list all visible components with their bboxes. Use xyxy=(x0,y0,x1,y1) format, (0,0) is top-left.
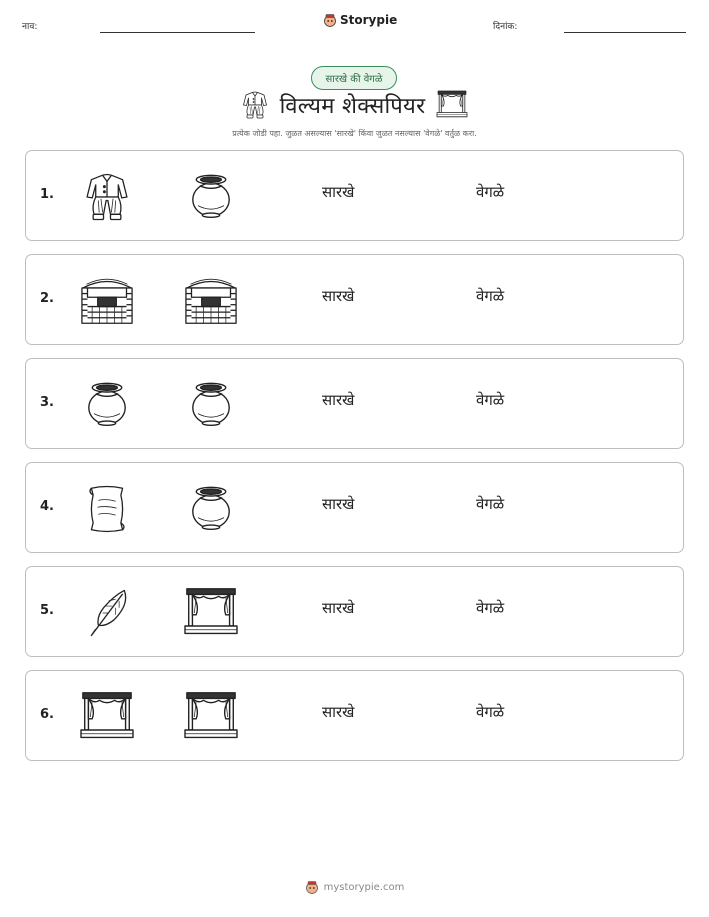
footer-url[interactable]: mystorypie.com xyxy=(323,881,405,893)
costume-icon xyxy=(79,171,135,223)
date-label: दिनांक: xyxy=(493,22,518,32)
page-title: विल्यम शेक्सपियर xyxy=(279,94,426,119)
option-different[interactable]: वेगळे xyxy=(476,599,505,617)
stage-icon xyxy=(79,691,135,743)
option-same[interactable]: सारखे xyxy=(322,703,355,721)
question-card-1 xyxy=(25,150,684,241)
pot-icon xyxy=(183,171,239,223)
question-number: 1. xyxy=(40,187,54,202)
pot-icon xyxy=(183,379,239,431)
pot-icon xyxy=(79,379,135,431)
brand-name: Storypie xyxy=(340,13,398,27)
stage-icon xyxy=(183,691,239,743)
quill-icon xyxy=(79,587,135,639)
topic-badge: सारखे की वेगळे xyxy=(311,66,397,90)
stage-icon xyxy=(435,90,469,120)
title-row xyxy=(0,90,709,120)
costume-icon xyxy=(240,90,270,120)
question-card-3 xyxy=(25,358,684,449)
question-card-4 xyxy=(25,462,684,553)
option-different[interactable]: वेगळे xyxy=(476,391,505,409)
brand-logo xyxy=(323,13,397,27)
name-field[interactable] xyxy=(100,32,255,33)
option-different[interactable]: वेगळे xyxy=(476,183,505,201)
option-same[interactable]: सारखे xyxy=(322,599,355,617)
question-card-5 xyxy=(25,566,684,657)
pot-icon xyxy=(183,483,239,535)
question-number: 2. xyxy=(40,291,54,306)
footer xyxy=(0,880,709,894)
option-different[interactable]: वेगळे xyxy=(476,287,505,305)
question-number: 3. xyxy=(40,395,54,410)
option-different[interactable]: वेगळे xyxy=(476,703,505,721)
option-same[interactable]: सारखे xyxy=(322,287,355,305)
date-field[interactable] xyxy=(564,32,686,33)
question-number: 4. xyxy=(40,499,54,514)
question-card-6 xyxy=(25,670,684,761)
option-same[interactable]: सारखे xyxy=(322,183,355,201)
scroll-icon xyxy=(79,483,135,535)
stage-icon xyxy=(183,587,239,639)
option-same[interactable]: सारखे xyxy=(322,391,355,409)
storypie-mascot-icon xyxy=(323,13,337,27)
question-number: 6. xyxy=(40,707,54,722)
theatre-icon xyxy=(183,275,239,327)
instructions: प्रत्येक जोडी पहा. जुळत असल्यास 'सारखे' किंवा जुळत नसल्यास 'वेगळे' वर्तुळ करा. xyxy=(232,129,477,138)
option-different[interactable]: वेगळे xyxy=(476,495,505,513)
question-number: 5. xyxy=(40,603,54,618)
option-same[interactable]: सारखे xyxy=(322,495,355,513)
name-label: नाव: xyxy=(22,22,38,32)
question-card-2 xyxy=(25,254,684,345)
storypie-mascot-icon xyxy=(305,880,319,894)
theatre-icon xyxy=(79,275,135,327)
